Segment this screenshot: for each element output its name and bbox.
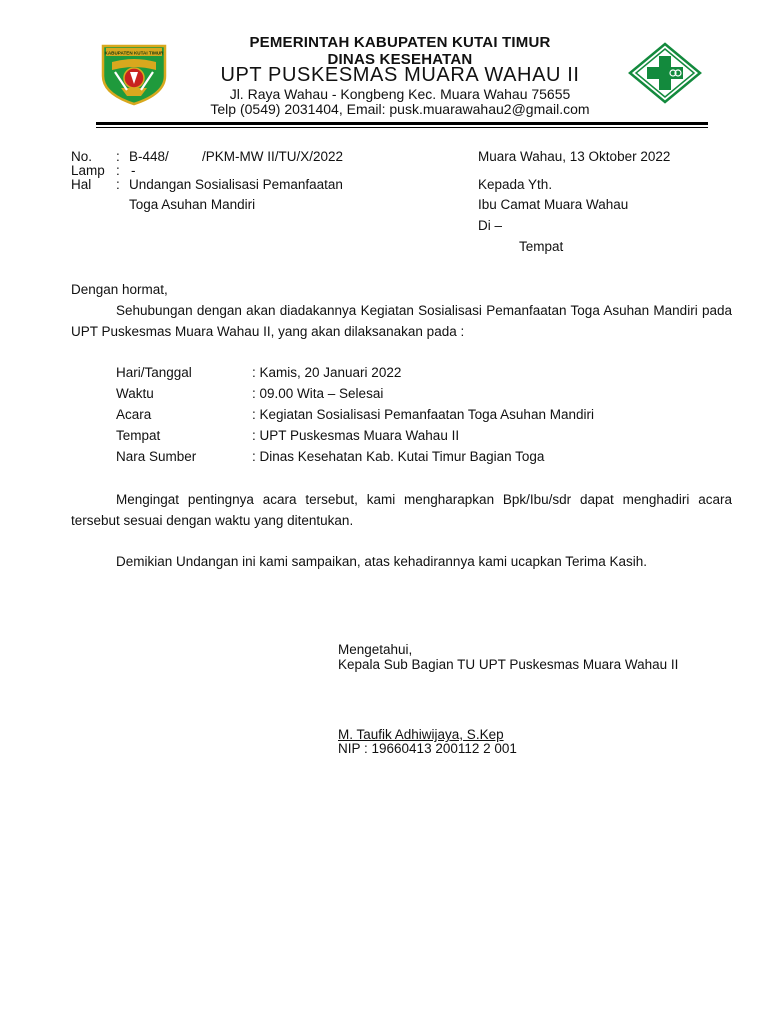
signature-acknowledge: Mengetahui,: [338, 642, 413, 657]
letterhead-address: Jl. Raya Wahau - Kongbeng Kec. Muara Wahau 75655: [229, 86, 571, 102]
detail-label: Tempat: [116, 428, 161, 443]
detail-value: : Kamis, 20 Januari 2022: [252, 365, 402, 380]
body-paragraph: Mengingat pentingnya acara tersebut, kami mengharapkan Bpk/Ibu/sdr dapat menghadiri acara tersebut sesuai dengan waktu yang ditentukan.: [71, 492, 732, 528]
subject-separator: :: [116, 177, 120, 192]
subject-label: Hal: [71, 177, 92, 192]
svg-text:KABUPATEN KUTAI TIMUR: KABUPATEN KUTAI TIMUR: [104, 50, 164, 56]
letterhead-department: DINAS KESEHATAN: [327, 51, 473, 68]
letter-number-prefix: B-448/: [129, 149, 169, 164]
attachment-separator: :: [116, 163, 120, 178]
detail-value: : Kegiatan Sosialisasi Pemanfaatan Toga Asuhan Mandiri: [252, 407, 594, 422]
recipient-location: Tempat: [519, 239, 564, 254]
detail-label: Nara Sumber: [116, 449, 197, 464]
closing-paragraph: Demikian Undangan ini kami sampaikan, atas kehadirannya kami ucapkan Terima Kasih.: [116, 554, 648, 569]
detail-value: : Dinas Kesehatan Kab. Kutai Timur Bagian Toga: [252, 449, 545, 464]
letterhead-contact: Telp (0549) 2031404, Email: pusk.muarawahau2@gmail.com: [210, 101, 590, 117]
signatory-nip: NIP : 19660413 200112 2 001: [338, 741, 517, 756]
attachment-label: Lamp: [71, 163, 105, 178]
detail-value: : 09.00 Wita – Selesai: [252, 386, 384, 401]
detail-value: : UPT Puskesmas Muara Wahau II: [252, 428, 460, 443]
letterhead-divider: [96, 122, 708, 125]
letter-number-suffix: /PKM-MW II/TU/X/2022: [202, 149, 344, 164]
letterhead-divider-thin: [96, 127, 708, 128]
greeting: Dengan hormat,: [71, 282, 168, 297]
detail-label: Waktu: [116, 386, 154, 401]
recipient-location-label: Di –: [478, 218, 503, 233]
place-date: Muara Wahau, 13 Oktober 2022: [478, 149, 671, 164]
signature-position: Kepala Sub Bagian TU UPT Puskesmas Muara Wahau II: [338, 657, 679, 672]
detail-label: Acara: [116, 407, 152, 422]
recipient-salutation: Kepada Yth.: [478, 177, 553, 192]
number-separator: :: [116, 149, 120, 164]
subject-line-2: Toga Asuhan Mandiri: [129, 197, 256, 212]
recipient-name: Ibu Camat Muara Wahau: [478, 197, 629, 212]
number-label: No.: [71, 149, 93, 164]
detail-label: Hari/Tanggal: [116, 365, 192, 380]
kutai-timur-regency-emblem-icon: [97, 42, 171, 106]
puskesmas-cross-icon: [625, 42, 705, 104]
attachment-value: -: [131, 163, 136, 178]
letterhead-institution: UPT PUSKESMAS MUARA WAHAU II: [220, 64, 580, 86]
subject-line-1: Undangan Sosialisasi Pemanfaatan: [129, 177, 343, 192]
intro-paragraph: Sehubungan dengan akan diadakannya Kegiatan Sosialisasi Pemanfaatan Toga Asuhan Mandiri pada UPT Puskesmas Muara Wahau II, yang akan dilaksanakan pada :: [71, 303, 732, 339]
signatory-name: M. Taufik Adhiwijaya, S.Kep: [338, 727, 504, 742]
letterhead-government: PEMERINTAH KABUPATEN KUTAI TIMUR: [249, 34, 551, 51]
